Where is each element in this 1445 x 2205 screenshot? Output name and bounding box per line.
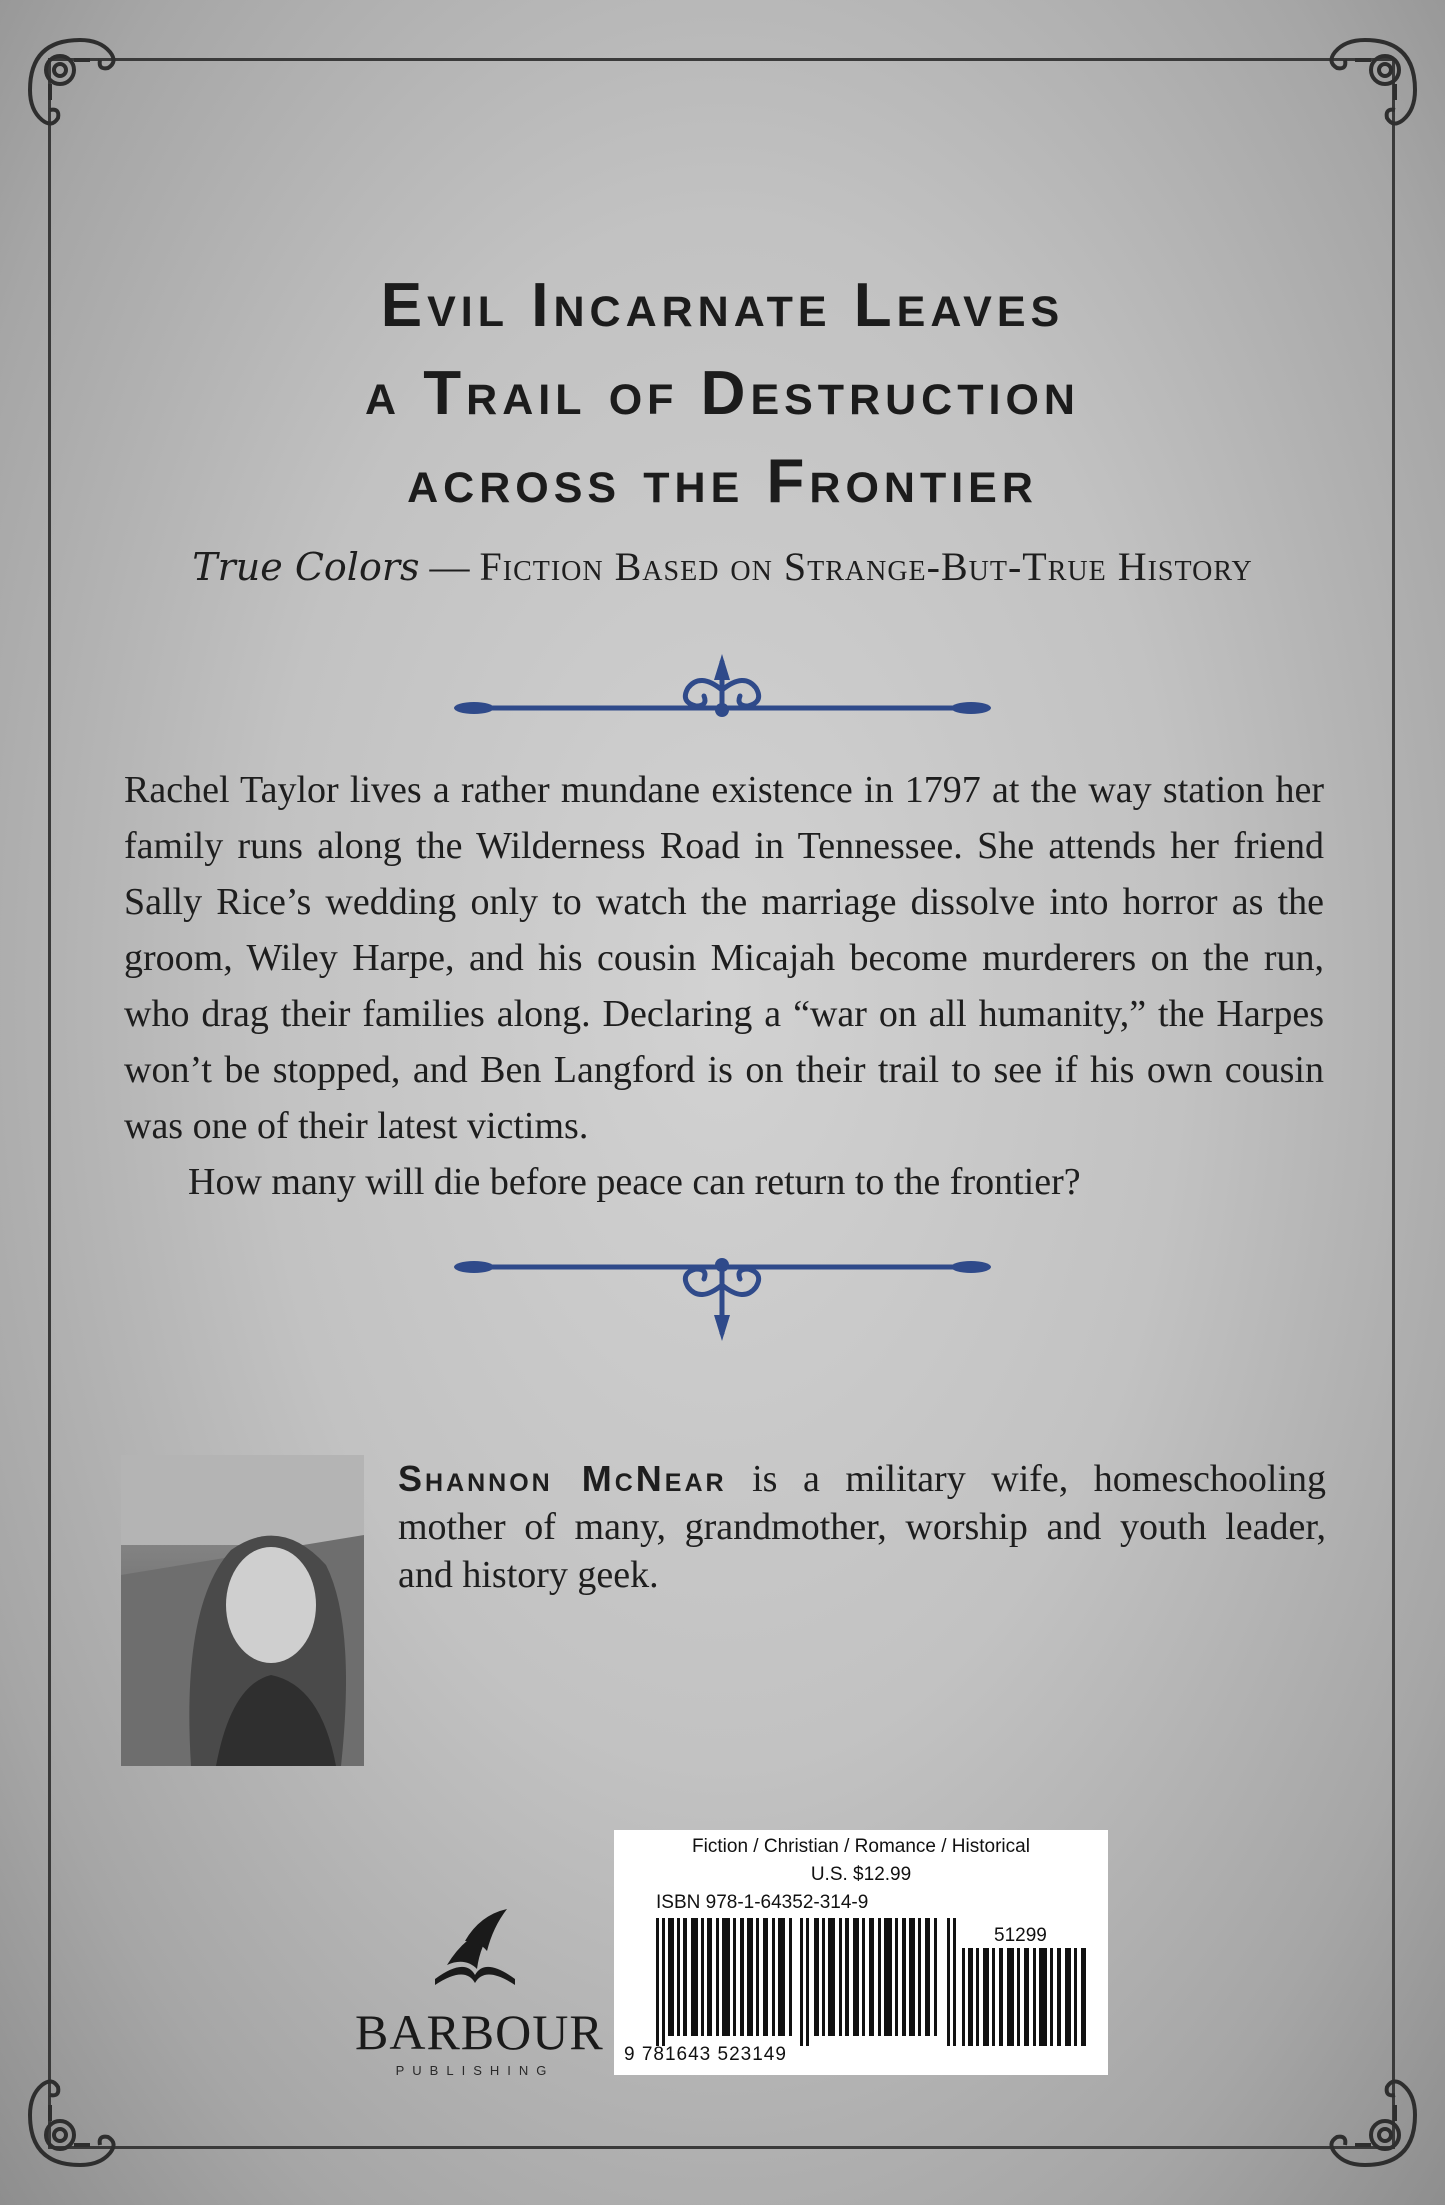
series-dash: — xyxy=(419,544,480,589)
description-paragraph: Rachel Taylor lives a rather mundane existence in 1797 at the way station her family runs along the Wilderness Road in Tennessee. She attends her friend Sally Rice’s wedding only to watch the marriage dissolve into horror as the groom, Wiley Harpe, and his cousin Micajah become murderers on the run, who drag their families along. Declaring a “war on all humanity,” the Harpes won’t be stopped, and Ben Langford is on their trail to see if his own cousin was one of their latest victims. xyxy=(124,769,1324,1147)
genre-category: Fiction / Christian / Romance / Historical xyxy=(692,1836,1030,1857)
author-name: Shannon McNear xyxy=(398,1458,727,1499)
publisher-name: BARBOUR xyxy=(355,2004,604,2060)
price: U.S. $12.99 xyxy=(810,1864,912,1885)
headline-line-1: Evil Incarnate Leaves xyxy=(380,271,1065,340)
corner-flourish-icon xyxy=(20,2055,140,2175)
corner-flourish-icon xyxy=(20,30,140,150)
isbn-barcode-icon xyxy=(656,1918,956,2046)
corner-flourish-icon xyxy=(1305,30,1425,150)
open-book-icon xyxy=(425,1895,525,1995)
series-description: Fiction Based on Strange-But-True History xyxy=(479,544,1253,589)
fleur-divider-icon xyxy=(452,650,993,750)
barcode-label xyxy=(614,1830,1108,2075)
headline-line-3: across the Frontier xyxy=(407,447,1038,516)
description-question: How many will die before peace can return to the frontier? xyxy=(188,1161,1081,1203)
isbn: ISBN 978-1-64352-314-9 xyxy=(656,1892,869,1913)
author-bio-text: is a military wife, homeschooling mother of many, grandmother, worship and youth leader, and history geek. xyxy=(398,1458,1326,1596)
book-description xyxy=(124,762,1324,1210)
corner-flourish-icon xyxy=(1305,2055,1425,2175)
publisher-logo xyxy=(355,1895,604,2095)
series-tagline xyxy=(100,543,1345,590)
fleur-divider-icon xyxy=(452,1245,993,1345)
headline-line-2: a Trail of Destruction xyxy=(365,359,1080,428)
series-name: True Colors xyxy=(192,545,420,589)
price-barcode-icon xyxy=(962,1948,1090,2046)
author-bio xyxy=(398,1455,1326,1599)
headline xyxy=(100,262,1345,526)
price-code: 51299 xyxy=(994,1925,1047,1946)
barcode-digits: 9 781643 523149 xyxy=(624,2044,787,2065)
publisher-subtitle: PUBLISHING xyxy=(395,2063,555,2078)
author-photo xyxy=(121,1455,364,1766)
